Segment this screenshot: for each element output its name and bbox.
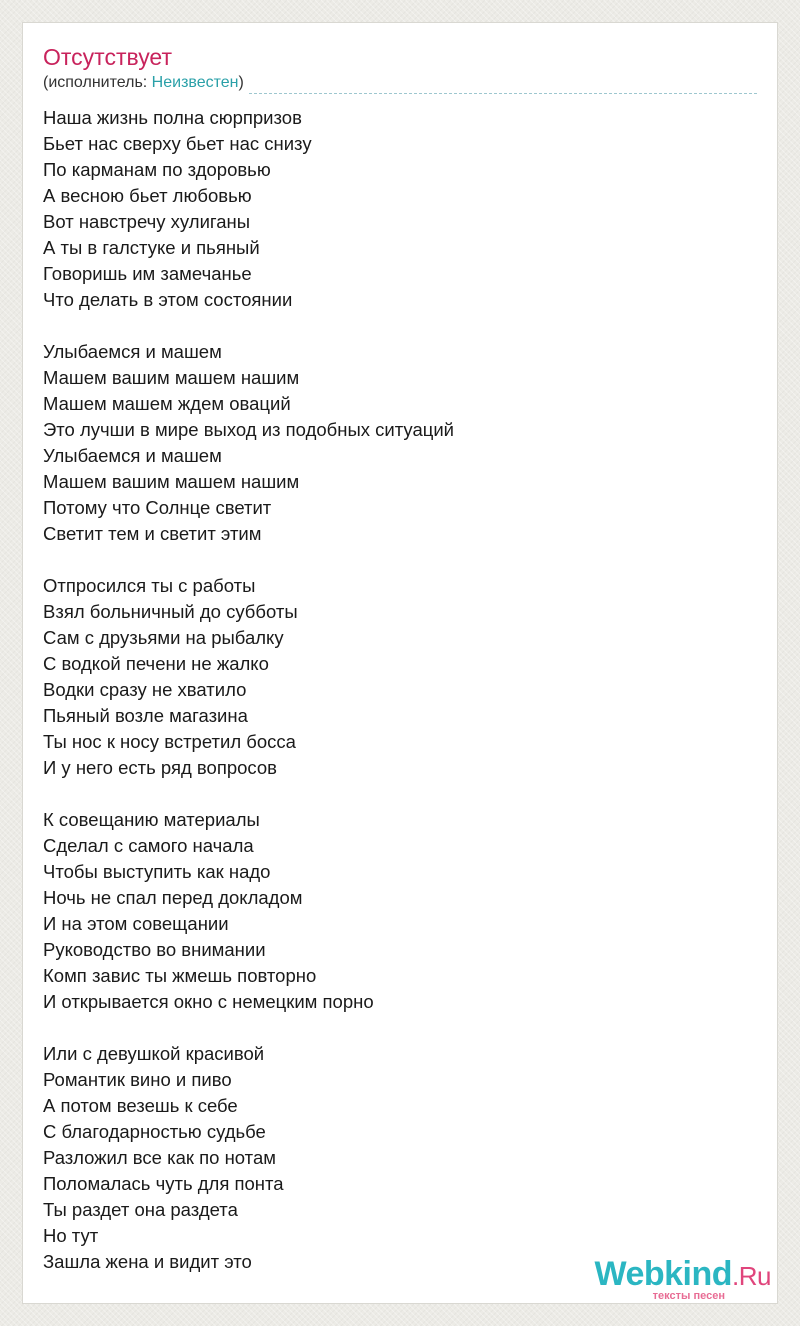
lyric-line: Или с девушкой красивой <box>43 1043 265 1064</box>
lyric-line: Машем вашим машем нашим <box>43 367 300 388</box>
lyric-line: По карманам по здоровью <box>43 159 271 180</box>
lyrics-stanza <box>43 1041 454 1275</box>
logo-wordmark <box>594 1257 771 1293</box>
lyric-line: С благодарностью судьбе <box>43 1121 266 1142</box>
dashed-divider <box>249 93 757 94</box>
lyric-line: Зашла жена и видит это <box>43 1251 252 1272</box>
lyric-line: Вот навстречу хулиганы <box>43 211 251 232</box>
lyrics-stanza <box>43 807 454 1015</box>
lyric-line: С водкой печени не жалко <box>43 653 269 674</box>
lyric-line: Водки сразу не хватило <box>43 679 247 700</box>
lyric-line: Комп завис ты жмешь повторно <box>43 965 317 986</box>
lyric-line: Светит тем и светит этим <box>43 523 262 544</box>
lyric-line: И на этом совещании <box>43 913 229 934</box>
lyric-line: Руководство во внимании <box>43 939 266 960</box>
lyric-line: Бьет нас сверху бьет нас снизу <box>43 133 312 154</box>
lyric-line: Это лучши в мире выход из подобных ситуаций <box>43 419 455 440</box>
lyric-line: Разложил все как по нотам <box>43 1147 276 1168</box>
artist-suffix: ) <box>238 74 244 91</box>
lyric-line: Ты нос к носу встретил босса <box>43 731 296 752</box>
lyric-line: Улыбаемся и машем <box>43 445 222 466</box>
artist-line <box>43 73 244 93</box>
lyric-line: Сам с друзьями на рыбалку <box>43 627 284 648</box>
lyrics-stanza <box>43 573 454 781</box>
lyric-line: Наша жизнь полна сюрпризов <box>43 107 302 128</box>
lyric-line: Пьяный возле магазина <box>43 705 248 726</box>
lyric-line: Ты раздет она раздета <box>43 1199 238 1220</box>
song-title: Отсутствует <box>43 44 172 70</box>
lyric-line: Говоришь им замечанье <box>43 263 252 284</box>
lyric-line: Машем машем ждем оваций <box>43 393 291 414</box>
lyric-line: Поломалась чуть для понта <box>43 1173 284 1194</box>
lyric-line: А весною бьет любовью <box>43 185 252 206</box>
lyric-line: Потому что Солнце светит <box>43 497 272 518</box>
lyric-line: А ты в галстуке и пьяный <box>43 237 260 258</box>
site-logo[interactable] <box>571 1257 771 1301</box>
lyric-line: А потом везешь к себе <box>43 1095 238 1116</box>
lyric-line: Романтик вино и пиво <box>43 1069 232 1090</box>
lyric-line: И у него есть ряд вопросов <box>43 757 278 778</box>
lyric-line: Взял больничный до субботы <box>43 601 298 622</box>
artist-link[interactable]: Неизвестен <box>151 74 239 91</box>
lyrics-text <box>43 105 454 1301</box>
logo-main-text: Webkind <box>594 1255 733 1293</box>
lyric-line: К совещанию материалы <box>43 809 260 830</box>
logo-tld: .Ru <box>732 1261 771 1291</box>
lyric-line: Но тут <box>43 1225 99 1246</box>
artist-prefix: (исполнитель: <box>43 74 152 91</box>
lyric-line: Отпросился ты с работы <box>43 575 256 596</box>
lyric-line: Ночь не спал перед докладом <box>43 887 303 908</box>
lyrics-card <box>22 22 778 1304</box>
lyric-line: И открывается окно с немецким порно <box>43 991 374 1012</box>
lyric-line: Машем вашим машем нашим <box>43 471 300 492</box>
lyric-line: Улыбаемся и машем <box>43 341 222 362</box>
lyrics-stanza <box>43 105 454 313</box>
lyrics-stanza <box>43 339 454 547</box>
lyric-line: Что делать в этом состоянии <box>43 289 293 310</box>
logo-subtitle: тексты песен <box>652 1290 725 1302</box>
lyric-line: Сделал с самого начала <box>43 835 254 856</box>
lyric-line: Чтобы выступить как надо <box>43 861 271 882</box>
